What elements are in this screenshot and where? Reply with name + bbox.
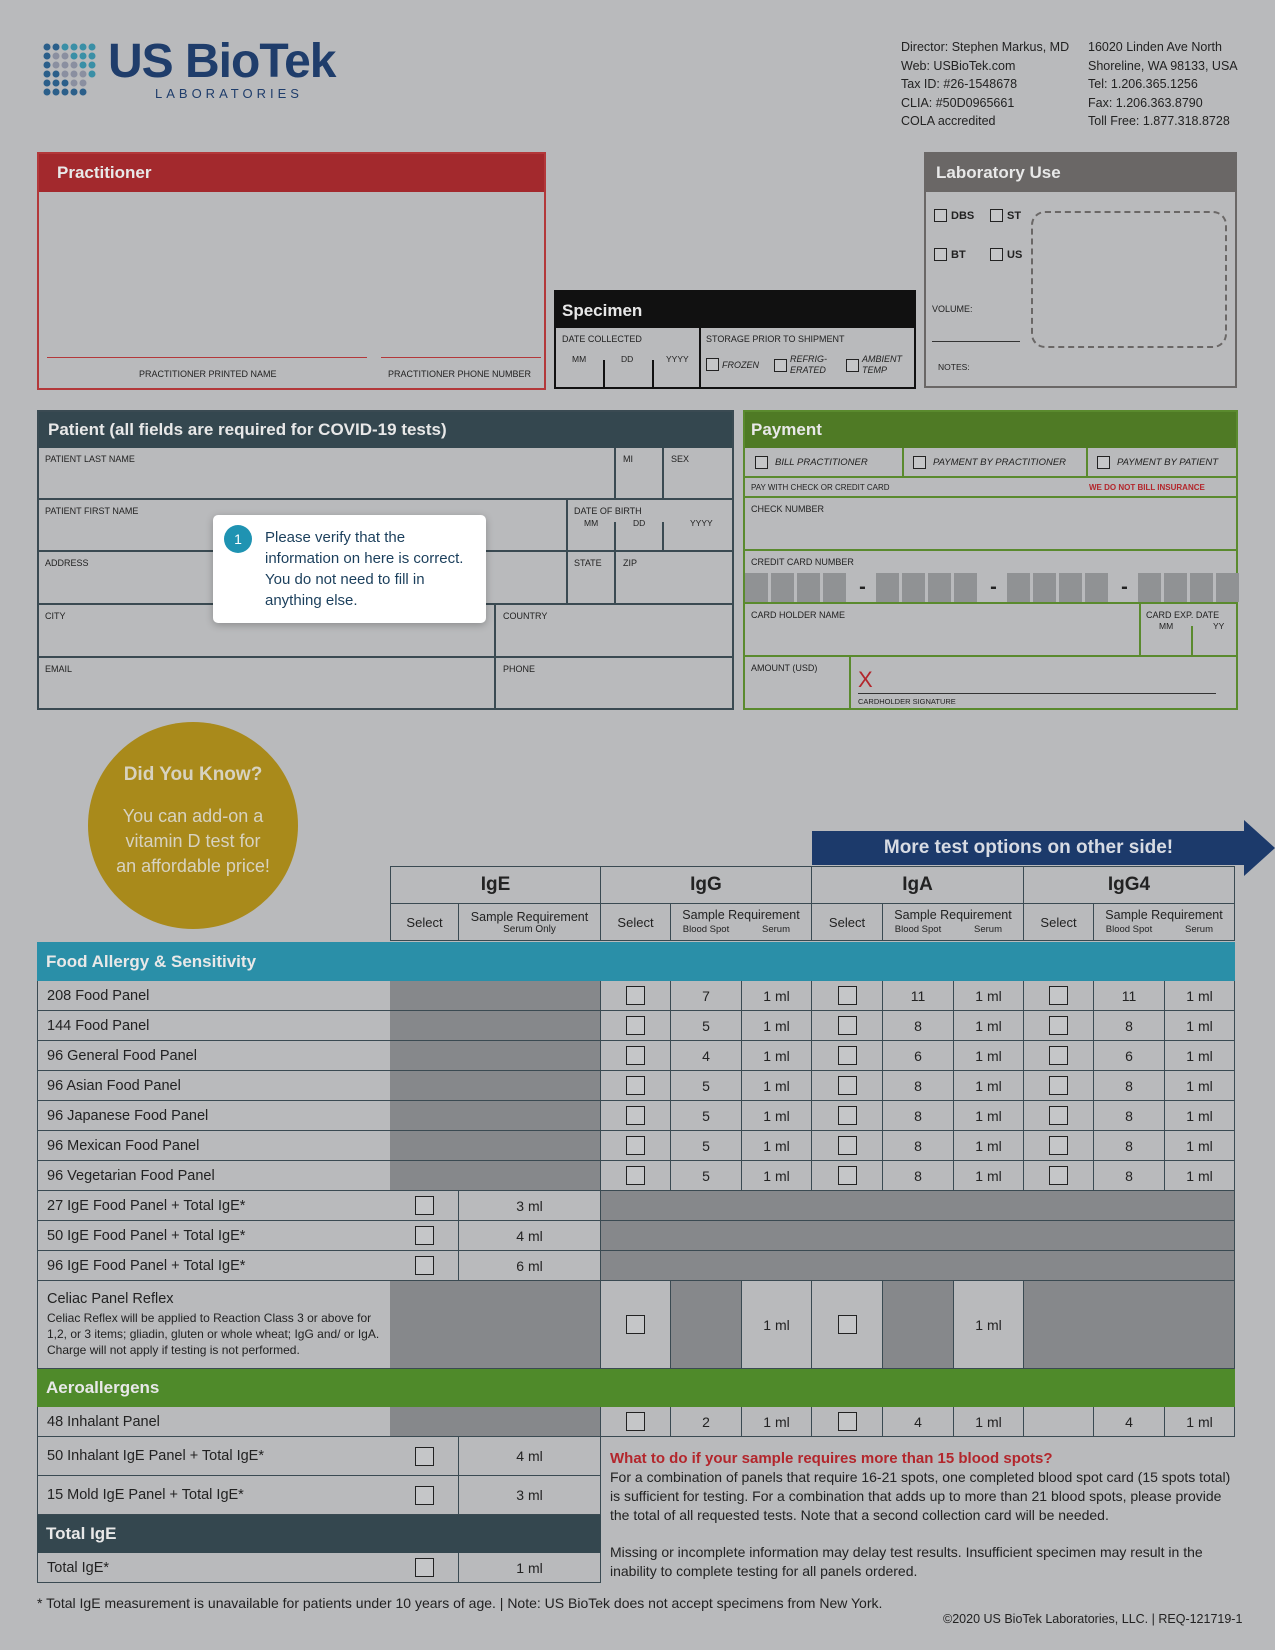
- unavailable-cell: [390, 1041, 601, 1071]
- select-checkbox[interactable]: [626, 1106, 645, 1125]
- blood-spot-value: 8: [883, 1071, 954, 1101]
- row-label: Total IgE*: [37, 1553, 390, 1583]
- blood-spot-value: 5: [671, 1161, 742, 1191]
- section-total: Total IgE: [37, 1515, 601, 1553]
- unavailable-cell: [390, 1071, 601, 1101]
- blood-spot-value: 2: [671, 1407, 742, 1437]
- specimen-box: Specimen DATE COLLECTED MM DD YYYY STORAGE PRIOR TO SHIPMENT FROZEN REFRIG-ERATED AMBIENT TEMP: [554, 290, 916, 389]
- serum-value: 3 ml: [459, 1191, 601, 1221]
- serum-value: 1 ml: [742, 981, 812, 1011]
- blood-spot-label: Blood Spot: [1105, 924, 1153, 935]
- select-checkbox[interactable]: [838, 1016, 857, 1035]
- blood-spot-value: 8: [1094, 1071, 1165, 1101]
- blood-spot-value: 8: [883, 1161, 954, 1191]
- blood-spot-value: 4: [671, 1041, 742, 1071]
- select-cell[interactable]: [601, 1071, 671, 1101]
- blood-spot-value: 8: [1094, 1131, 1165, 1161]
- select-checkbox[interactable]: [626, 1315, 645, 1334]
- serum-label: Serum: [762, 924, 790, 935]
- blood-spot-value: 5: [671, 1101, 742, 1131]
- select-cell[interactable]: [812, 981, 883, 1011]
- bill-practitioner-option[interactable]: BILL PRACTITIONER: [755, 456, 868, 469]
- select-checkbox[interactable]: [626, 1016, 645, 1035]
- unavailable-cell: [671, 1281, 742, 1369]
- serum-value: 1 ml: [742, 1071, 812, 1101]
- sample-req-header-iga: [883, 904, 1024, 941]
- lab-st[interactable]: ST: [990, 209, 1021, 222]
- select-checkbox[interactable]: [626, 1166, 645, 1185]
- patient-box: Patient (all fields are required for COVID-19 tests) PATIENT LAST NAME MI SEX PATIENT FIRST NAME DATE OF BIRTH MM DD YYYY ADDRESS STATE ZIP CITY COUNTRY EMAIL PHONE: [37, 410, 734, 710]
- patient-country-field[interactable]: COUNTRY: [503, 611, 548, 621]
- payment-box: Payment BILL PRACTITIONER PAYMENT BY PRACTITIONER PAYMENT BY PATIENT PAY WITH CHECK OR CREDIT CARD WE DO NOT BILL INSURANCE CHECK NUMBER CREDIT CARD NUMBER - - - CARD HOLDER NAME CARD EXP. DATE MM YY AMOUNT (USD) X CARDHOLDER SIGNATURE: [743, 410, 1238, 710]
- section-food: Food Allergy & Sensitivity: [37, 942, 1235, 981]
- serum-value: 3 ml: [459, 1476, 601, 1515]
- patient-last-name-field[interactable]: PATIENT LAST NAME: [45, 454, 135, 464]
- select-checkbox[interactable]: [1049, 1076, 1068, 1095]
- select-checkbox[interactable]: [1049, 986, 1068, 1005]
- pay-with-label: PAY WITH CHECK OR CREDIT CARD: [751, 483, 890, 492]
- select-checkbox[interactable]: [626, 1412, 645, 1431]
- sample-req-header-igg: [671, 904, 812, 941]
- patient-first-name-field[interactable]: PATIENT FIRST NAME: [45, 506, 139, 516]
- storage-refrigerated[interactable]: REFRIG-ERATED: [774, 354, 830, 376]
- payment-by-practitioner-option[interactable]: PAYMENT BY PRACTITIONER: [913, 456, 1066, 469]
- select-cell[interactable]: [390, 1437, 459, 1476]
- row-label: 96 Vegetarian Food Panel: [37, 1161, 390, 1191]
- select-header: Select: [390, 904, 459, 941]
- row-label: 96 Japanese Food Panel: [37, 1101, 390, 1131]
- unavailable-cell: [390, 1011, 601, 1041]
- payment-title: Payment: [745, 412, 1236, 448]
- select-cell[interactable]: [601, 1131, 671, 1161]
- serum-value: 1 ml: [1165, 1161, 1235, 1191]
- serum-only-label: Serum Only: [503, 923, 556, 935]
- select-cell[interactable]: [812, 1281, 883, 1369]
- serum-value: 1 ml: [1165, 981, 1235, 1011]
- select-checkbox[interactable]: [1049, 1166, 1068, 1185]
- row-label: 96 IgE Food Panel + Total IgE*: [37, 1251, 390, 1281]
- select-checkbox[interactable]: [1049, 1136, 1068, 1155]
- signature-x: X: [858, 667, 873, 692]
- celiac-description: Celiac Reflex will be applied to Reaction Class 3 or above for 1,2, or 3 items; gliadin, gluten or whole wheat; IgG and/ or IgA. Charge will not apply if testing is not performed.: [47, 1311, 380, 1357]
- blood-spot-value: 5: [671, 1071, 742, 1101]
- blood-spot-value: 8: [1094, 1011, 1165, 1041]
- serum-value: 1 ml: [1165, 1131, 1235, 1161]
- select-checkbox[interactable]: [415, 1256, 434, 1275]
- unavailable-cell: [390, 981, 601, 1011]
- column-header-iga: IgA: [812, 866, 1024, 904]
- serum-value: 1 ml: [954, 1407, 1024, 1437]
- unavailable-cell: [601, 1221, 1235, 1251]
- unavailable-cell: [883, 1281, 954, 1369]
- lab-bt[interactable]: BT: [934, 248, 966, 261]
- blood-spot-value: 5: [671, 1131, 742, 1161]
- select-cell[interactable]: [390, 1251, 459, 1281]
- check-number-field[interactable]: CHECK NUMBER: [751, 504, 825, 514]
- step-number-badge: 1: [224, 525, 252, 553]
- patient-sex-field[interactable]: SEX: [671, 454, 690, 464]
- serum-value: 4 ml: [459, 1221, 601, 1251]
- select-cell[interactable]: [812, 1041, 883, 1071]
- select-cell[interactable]: [812, 1011, 883, 1041]
- row-label: 96 Mexican Food Panel: [37, 1131, 390, 1161]
- serum-value: 1 ml: [1165, 1071, 1235, 1101]
- select-checkbox[interactable]: [415, 1226, 434, 1245]
- amount-field[interactable]: AMOUNT (USD): [751, 663, 818, 673]
- patient-phone-field[interactable]: PHONE: [503, 664, 536, 674]
- select-checkbox[interactable]: [838, 1106, 857, 1125]
- select-checkbox[interactable]: [1049, 1016, 1068, 1035]
- serum-value: 1 ml: [742, 1041, 812, 1071]
- blood-spot-value: 5: [671, 1011, 742, 1041]
- blood-spot-value: 6: [883, 1041, 954, 1071]
- serum-label: Serum: [1185, 924, 1213, 935]
- card-exp-field[interactable]: CARD EXP. DATE: [1146, 610, 1220, 620]
- select-checkbox[interactable]: [626, 1136, 645, 1155]
- sample-req-label: Sample Requirement: [682, 908, 800, 922]
- select-cell[interactable]: [1024, 1071, 1094, 1101]
- credit-card-dash: -: [990, 576, 997, 598]
- practitioner-phone-label: PRACTITIONER PHONE NUMBER: [388, 369, 532, 379]
- sample-req-label: Sample Requirement: [1105, 908, 1223, 922]
- row-label: 96 Asian Food Panel: [37, 1071, 390, 1101]
- did-you-know-title: Did You Know?: [123, 764, 263, 785]
- select-checkbox[interactable]: [1049, 1106, 1068, 1125]
- practitioner-name-label: PRACTITIONER PRINTED NAME: [139, 369, 277, 379]
- more-options-banner: More test options on other side!: [812, 831, 1245, 865]
- sample-req-label: Sample Requirement: [894, 908, 1012, 922]
- blood-spot-value: 11: [883, 981, 954, 1011]
- select-cell[interactable]: [1024, 1101, 1094, 1131]
- select-checkbox[interactable]: [838, 1076, 857, 1095]
- patient-address-field[interactable]: ADDRESS: [45, 558, 89, 568]
- select-cell[interactable]: [601, 1041, 671, 1071]
- select-checkbox[interactable]: [626, 1046, 645, 1065]
- storage-frozen[interactable]: FROZEN: [706, 358, 759, 371]
- patient-mi-field[interactable]: MI: [623, 454, 633, 464]
- storage-ambient[interactable]: AMBIENT TEMP: [846, 354, 908, 376]
- blood-spot-value: 4: [1094, 1407, 1165, 1437]
- signature-field[interactable]: CARDHOLDER SIGNATURE: [858, 697, 956, 706]
- serum-value: 1 ml: [1165, 1407, 1235, 1437]
- section-aero: Aeroallergens: [37, 1369, 1235, 1407]
- blood-spot-value: 11: [1094, 981, 1165, 1011]
- blood-spot-label: Blood Spot: [682, 924, 730, 935]
- sample-req-header-igg4: [1094, 904, 1235, 941]
- payment-by-patient-option[interactable]: PAYMENT BY PATIENT: [1097, 456, 1218, 469]
- select-header: Select: [1024, 904, 1094, 941]
- serum-value: 1 ml: [742, 1131, 812, 1161]
- row-label: 27 IgE Food Panel + Total IgE*: [37, 1191, 390, 1221]
- blood-spot-label: Blood Spot: [894, 924, 942, 935]
- unavailable-cell: [390, 1407, 601, 1437]
- select-cell[interactable]: [1024, 981, 1094, 1011]
- patient-state-field[interactable]: STATE: [574, 558, 602, 568]
- row-label: 48 Inhalant Panel: [37, 1407, 390, 1437]
- celiac-name: Celiac Panel Reflex: [47, 1291, 174, 1307]
- date-collected-label: DATE COLLECTED: [562, 334, 642, 344]
- patient-title: Patient (all fields are required for COVID-19 tests): [39, 412, 732, 448]
- celiac-row-label: [37, 1281, 390, 1369]
- brand-name: US BioTek: [108, 35, 336, 88]
- blood-spot-value: 8: [1094, 1101, 1165, 1131]
- select-cell[interactable]: [601, 1407, 671, 1437]
- select-cell[interactable]: [390, 1476, 459, 1515]
- contact-left: Director: Stephen Markus, MD Web: USBioTek.com Tax ID: #26-1548678 CLIA: #50D0965661 COLA accredited: [901, 40, 1070, 128]
- select-cell[interactable]: [601, 1101, 671, 1131]
- column-header-igg: IgG: [601, 866, 812, 904]
- credit-card-label: CREDIT CARD NUMBER: [751, 557, 854, 567]
- select-cell[interactable]: [390, 1191, 459, 1221]
- row-label: 50 IgE Food Panel + Total IgE*: [37, 1221, 390, 1251]
- contact-right: 16020 Linden Ave North Shoreline, WA 98133, USA Tel: 1.206.365.1256 Fax: 1.206.363.8790 Toll Free: 1.877.318.8728: [1088, 40, 1238, 128]
- select-cell[interactable]: [1024, 1041, 1094, 1071]
- blood-spot-note: [610, 1449, 1240, 1581]
- select-cell[interactable]: [812, 1407, 883, 1437]
- serum-value: 1 ml: [954, 1161, 1024, 1191]
- serum-value: 1 ml: [1165, 1041, 1235, 1071]
- select-cell[interactable]: [1024, 1131, 1094, 1161]
- serum-value: 4 ml: [459, 1437, 601, 1476]
- unavailable-cell: [390, 1101, 601, 1131]
- serum-value: 1 ml: [742, 1161, 812, 1191]
- unavailable-cell: [601, 1191, 1235, 1221]
- select-cell[interactable]: [601, 1011, 671, 1041]
- select-cell[interactable]: [601, 1281, 671, 1369]
- select-checkbox[interactable]: [626, 1076, 645, 1095]
- storage-label: STORAGE PRIOR TO SHIPMENT: [706, 334, 845, 344]
- select-checkbox[interactable]: [838, 1046, 857, 1065]
- row-label: 208 Food Panel: [37, 981, 390, 1011]
- select-checkbox[interactable]: [838, 1412, 857, 1431]
- serum-label: Serum: [974, 924, 1002, 935]
- blood-spot-value: 8: [883, 1131, 954, 1161]
- credit-card-dash: -: [859, 576, 866, 598]
- select-checkbox[interactable]: [415, 1447, 434, 1466]
- serum-value: 1 ml: [954, 1071, 1024, 1101]
- copyright: ©2020 US BioTek Laboratories, LLC. | REQ-121719-1: [943, 1612, 1243, 1626]
- lab-us[interactable]: US: [990, 248, 1022, 261]
- select-cell[interactable]: [812, 1161, 883, 1191]
- note-title: What to do if your sample requires more than 15 blood spots?: [610, 1450, 1053, 1467]
- select-header: Select: [812, 904, 883, 941]
- serum-value: 1 ml: [954, 981, 1024, 1011]
- select-checkbox[interactable]: [415, 1558, 434, 1577]
- tooltip-text: Please verify that the information on here is correct. You do not need to fill in anything else.: [265, 529, 464, 609]
- patient-email-field[interactable]: EMAIL: [45, 664, 73, 674]
- serum-value: 1 ml: [742, 1281, 812, 1369]
- select-cell[interactable]: [1024, 1011, 1094, 1041]
- select-cell[interactable]: [601, 981, 671, 1011]
- credit-card-dash: -: [1121, 576, 1128, 598]
- column-header-igg4: IgG4: [1024, 866, 1235, 904]
- select-header: Select: [601, 904, 671, 941]
- patient-zip-field[interactable]: ZIP: [623, 558, 638, 568]
- did-you-know-text: You can add-on a vitamin D test for an affordable price!: [116, 806, 270, 876]
- no-insurance-label: WE DO NOT BILL INSURANCE: [1089, 483, 1205, 492]
- serum-value: 1 ml: [742, 1101, 812, 1131]
- blood-spot-value: 6: [1094, 1041, 1165, 1071]
- lab-notes-label: NOTES:: [938, 362, 970, 372]
- select-cell[interactable]: [390, 1221, 459, 1251]
- select-checkbox[interactable]: [838, 1136, 857, 1155]
- column-header-ige: IgE: [390, 866, 601, 904]
- unavailable-cell: [390, 1281, 601, 1369]
- row-label: 96 General Food Panel: [37, 1041, 390, 1071]
- unavailable-cell: [390, 1161, 601, 1191]
- select-cell[interactable]: [601, 1161, 671, 1191]
- row-label: 50 Inhalant IgE Panel + Total IgE*: [37, 1437, 390, 1476]
- select-checkbox[interactable]: [626, 986, 645, 1005]
- select-cell[interactable]: [812, 1101, 883, 1131]
- patient-city-field[interactable]: CITY: [45, 611, 66, 621]
- select-cell[interactable]: [390, 1553, 459, 1583]
- serum-value: 1 ml: [954, 1101, 1024, 1131]
- unavailable-cell: [601, 1251, 1235, 1281]
- note-paragraph-1: For a combination of panels that require 16-21 spots, one completed blood spot card (15 spots total) is sufficient for testing. For a combination that adds up to more than 21 blood spots, please provide the total of all requested tests. Note that a second collection card will be needed.: [610, 1469, 1231, 1523]
- serum-value: 1 ml: [954, 1011, 1024, 1041]
- serum-value: 1 ml: [742, 1011, 812, 1041]
- unavailable-cell: [1024, 1281, 1235, 1369]
- select-checkbox[interactable]: [838, 1166, 857, 1185]
- serum-value: 1 ml: [1165, 1011, 1235, 1041]
- patient-dob-field[interactable]: DATE OF BIRTH: [574, 506, 642, 516]
- select-cell[interactable]: [812, 1071, 883, 1101]
- serum-value: 1 ml: [954, 1131, 1024, 1161]
- blood-spot-value: 8: [1094, 1161, 1165, 1191]
- row-label: 15 Mold IgE Panel + Total IgE*: [37, 1476, 390, 1515]
- specimen-title: Specimen: [556, 292, 914, 328]
- serum-value: 1 ml: [742, 1407, 812, 1437]
- card-holder-field[interactable]: CARD HOLDER NAME: [751, 610, 846, 620]
- note-paragraph-2: Missing or incomplete information may delay test results. Insufficient specimen may result in the inability to complete testing for all panels ordered.: [610, 1544, 1203, 1579]
- practitioner-title: Practitioner: [39, 154, 544, 192]
- lab-use-title: Laboratory Use: [926, 154, 1235, 192]
- serum-value: 1 ml: [1165, 1101, 1235, 1131]
- empty-cell: [1024, 1407, 1094, 1437]
- select-checkbox[interactable]: [415, 1486, 434, 1505]
- select-checkbox[interactable]: [838, 1315, 857, 1334]
- select-cell[interactable]: [1024, 1161, 1094, 1191]
- serum-value: 1 ml: [954, 1281, 1024, 1369]
- footnote: * Total IgE measurement is unavailable for patients under 10 years of age. | Note: US BioTek does not accept specimens from New York.: [37, 1595, 883, 1611]
- unavailable-cell: [390, 1131, 601, 1161]
- blood-spot-value: 8: [883, 1011, 954, 1041]
- blood-spot-value: 7: [671, 981, 742, 1011]
- lab-dbs[interactable]: DBS: [934, 209, 974, 222]
- blood-spot-value: 4: [883, 1407, 954, 1437]
- sample-req-label: Sample Requirement: [470, 909, 589, 924]
- serum-value: 1 ml: [459, 1553, 601, 1583]
- row-label: 144 Food Panel: [37, 1011, 390, 1041]
- select-checkbox[interactable]: [415, 1196, 434, 1215]
- select-checkbox[interactable]: [1049, 1046, 1068, 1065]
- blood-spot-value: 8: [883, 1101, 954, 1131]
- serum-value: 6 ml: [459, 1251, 601, 1281]
- sample-req-header-ige: [459, 904, 601, 941]
- select-checkbox[interactable]: [838, 986, 857, 1005]
- select-cell[interactable]: [812, 1131, 883, 1161]
- lab-volume-label: VOLUME:: [932, 304, 973, 314]
- serum-value: 1 ml: [954, 1041, 1024, 1071]
- brand-sub: LABORATORIES: [155, 86, 303, 101]
